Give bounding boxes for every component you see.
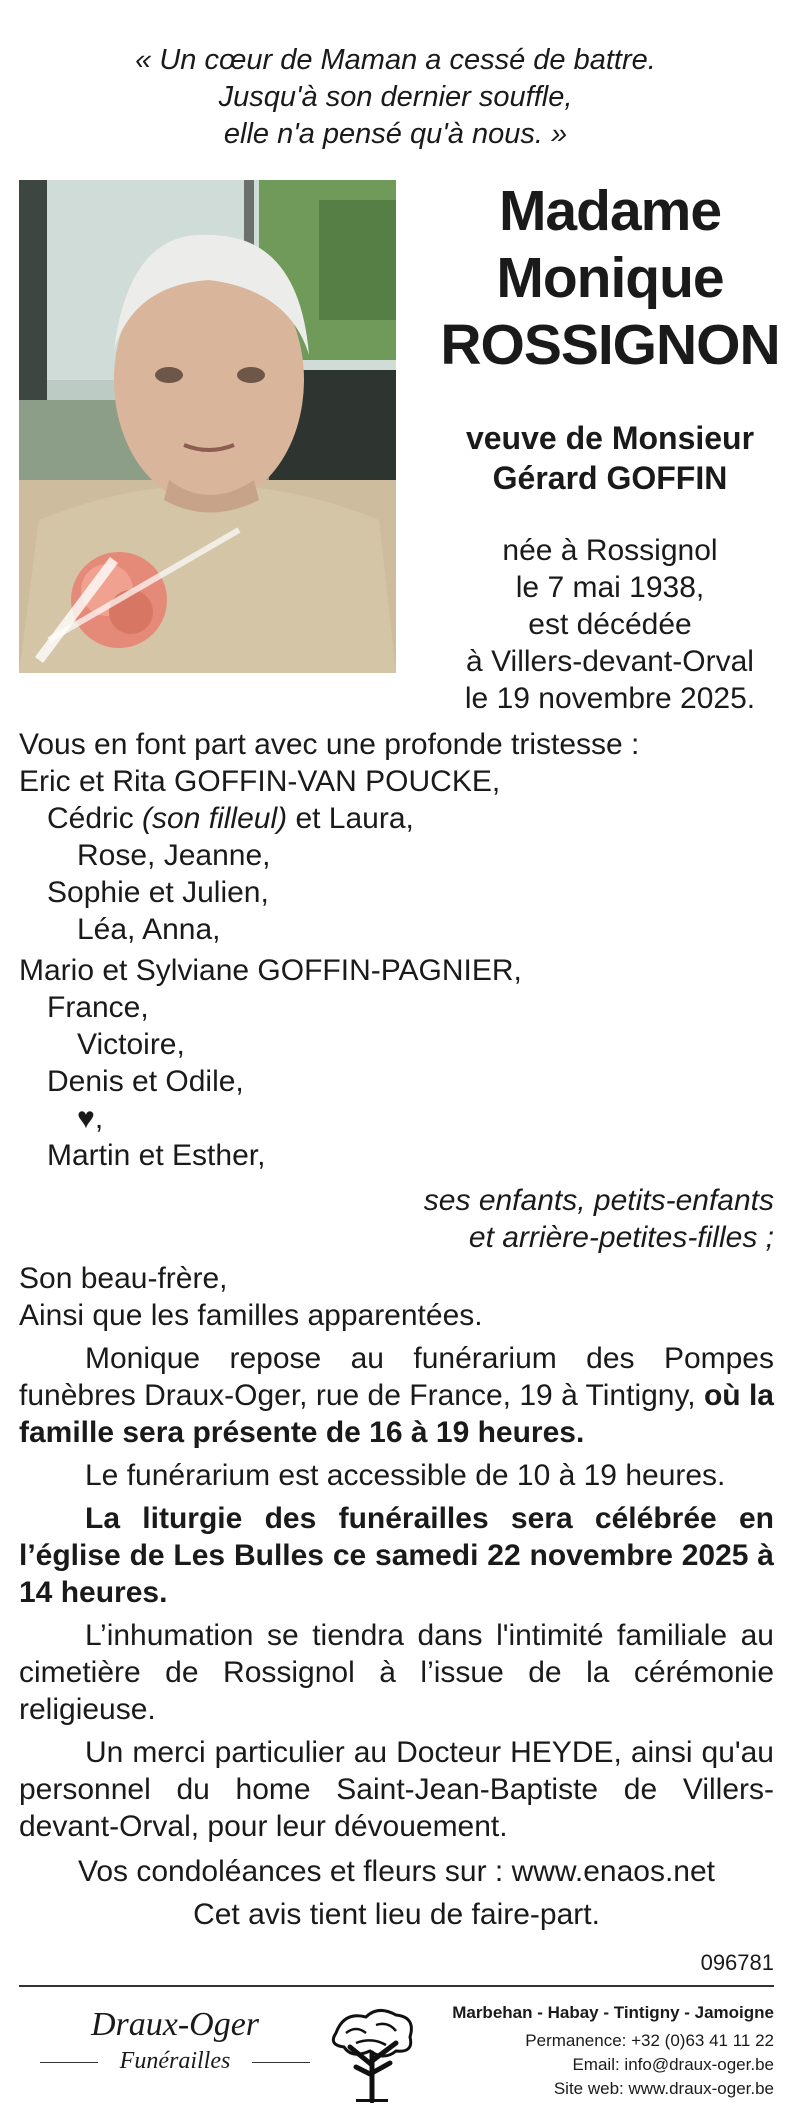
quote-line: elle n'a pensé qu'à nous. » — [223, 118, 568, 150]
funeral-home-logo — [40, 2005, 310, 2077]
family-member: Victoire, — [77, 1028, 185, 1061]
portrait-photo — [19, 180, 396, 673]
deceased-name — [425, 178, 791, 379]
death-line: est décédée — [528, 608, 692, 641]
liturgy-paragraph: La liturgie des funérailles sera célébrée en l’église de Les Bulles ce samedi 22 novembre 2025 à 14 heures. — [19, 1502, 774, 1609]
spouse-name: Gérard GOFFIN — [492, 460, 728, 496]
last-name: ROSSIGNON — [440, 313, 780, 377]
relation-label: et arrière-petites-filles ; — [468, 1221, 774, 1254]
family-presence: où la famille sera présente de 16 à 19 heures. — [19, 1379, 774, 1449]
funerarium-paragraph — [19, 1340, 774, 1451]
family-member: Denis et Odile, — [47, 1065, 244, 1098]
first-name: Monique — [496, 246, 724, 310]
family-member: Martin et Esther, — [47, 1139, 266, 1172]
funeral-home-contact — [420, 2001, 774, 2101]
death-place: à Villers-devant-Orval — [466, 645, 754, 678]
name-title: Madame — [498, 179, 722, 243]
family-member: Sophie et Julien, — [47, 876, 269, 909]
brother-in-law: Son beau-frère, — [19, 1262, 228, 1295]
reference-number: 096781 — [700, 1950, 774, 1975]
opening-hours: Le funérarium est accessible de 10 à 19 heures. — [85, 1459, 726, 1492]
website-link[interactable]: Site web: www.draux-oger.be — [553, 2079, 774, 2098]
tree-logo-icon — [326, 2003, 418, 2103]
family-member: Rose, Jeanne, — [77, 839, 271, 872]
heart-icon: ♥, — [77, 1102, 104, 1135]
thanks-paragraph: Un merci particulier au Docteur HEYDE, ainsi qu'au personnel du home Saint-Jean-Baptiste de Villers-devant-Orval, pour leur dévouement. — [19, 1736, 774, 1843]
burial-paragraph: L’inhumation se tiendra dans l'intimité familiale au cimetière de Rossignol à l’issue de la cérémonie religieuse. — [19, 1619, 774, 1726]
relation-label: ses enfants, petits-enfants — [423, 1184, 774, 1217]
footer-divider — [19, 1985, 774, 1987]
family-member-note: (son filleul) — [142, 802, 288, 835]
widow-of — [425, 418, 791, 498]
family-member-name: Cédric — [47, 802, 134, 835]
notice-line: Cet avis tient lieu de faire-part. — [193, 1898, 600, 1931]
brand-subtitle: Funérailles — [40, 2045, 310, 2077]
phone-number[interactable]: Permanence: +32 (0)63 41 11 22 — [525, 2031, 774, 2050]
funerarium-text: Monique repose au funérarium des Pompes funèbres Draux-Oger, rue de France, 19 à Tintigny, — [19, 1342, 774, 1412]
family-member: France, — [47, 991, 149, 1024]
widow-line: veuve de Monsieur — [465, 420, 755, 456]
birth-date: le 7 mai 1938, — [515, 571, 705, 604]
family-member-name: et Laura, — [295, 802, 414, 835]
related-families: Ainsi que les familles apparentées. — [19, 1299, 483, 1332]
opening-quote — [0, 42, 791, 153]
family-member — [19, 800, 774, 837]
birth-death-info — [425, 532, 791, 717]
notice-body — [19, 726, 774, 1933]
quote-line: Jusqu'à son dernier souffle, — [218, 81, 573, 113]
condolences-link[interactable]: Vos condoléances et fleurs sur : www.enaos.net — [77, 1855, 716, 1888]
family-member: Léa, Anna, — [77, 913, 221, 946]
family-member: Mario et Sylviane GOFFIN-PAGNIER, — [19, 954, 522, 987]
announcement: Vous en font part avec une profonde tristesse : — [19, 728, 640, 761]
family-member: Eric et Rita GOFFIN-VAN POUCKE, — [19, 765, 501, 798]
death-date: le 19 novembre 2025. — [464, 682, 756, 715]
brand-name: Draux-Oger — [90, 2006, 260, 2043]
birth-line: née à Rossignol — [502, 534, 718, 567]
locations: Marbehan - Habay - Tintigny - Jamoigne — [452, 2003, 774, 2022]
quote-line: « Un cœur de Maman a cessé de battre. — [135, 44, 656, 76]
email-address[interactable]: Email: info@draux-oger.be — [572, 2055, 774, 2074]
